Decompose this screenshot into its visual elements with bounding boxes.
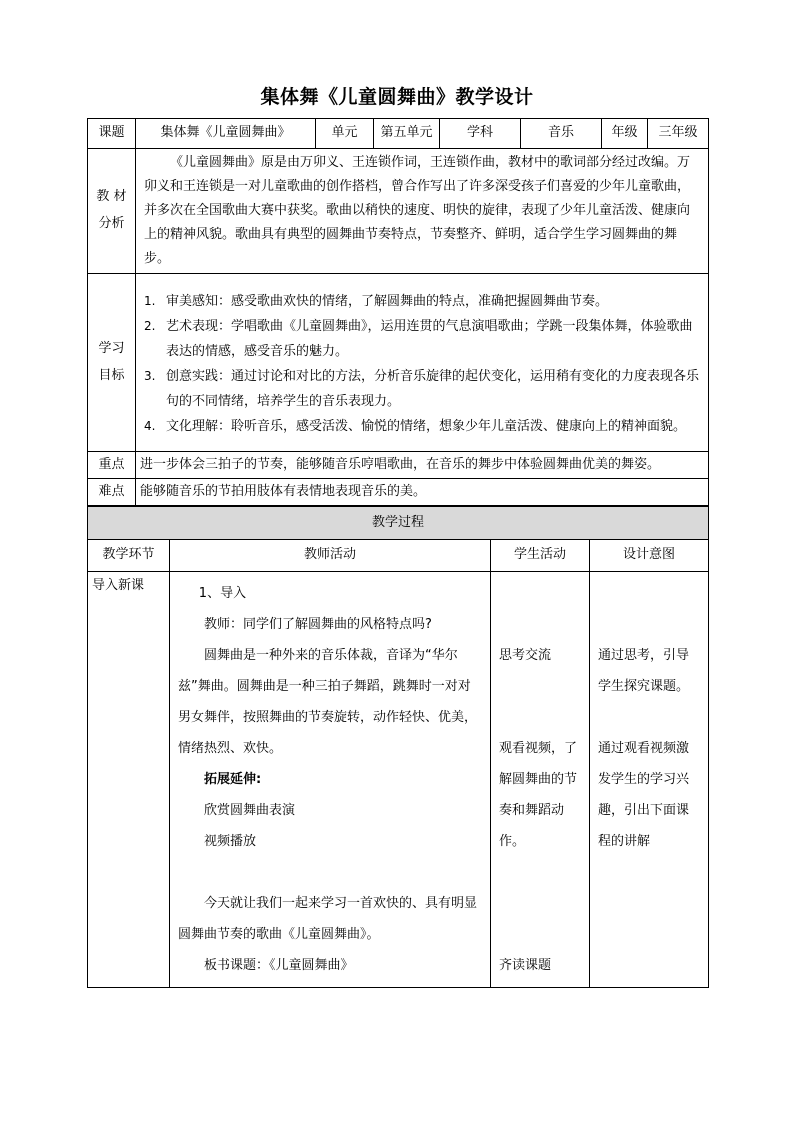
analysis-label-line1: 教 材 [96, 189, 127, 205]
objective-item [144, 314, 700, 364]
board-title: 板书课题：《儿童圆舞曲》 [204, 958, 354, 973]
process-band-row [88, 507, 709, 540]
teacher-activity-cell [170, 572, 491, 988]
unit-value: 第五单元 [374, 119, 440, 149]
objective-number: 1. [144, 293, 156, 308]
intro-heading: 1、导入 [198, 586, 247, 601]
teaching-process-table [87, 506, 709, 988]
extension-title: 拓展延伸: [204, 772, 262, 787]
topic-label: 课题 [88, 119, 136, 149]
topic-value: 集体舞《儿童圆舞曲》 [136, 119, 316, 149]
objective-text: 审美感知：感受歌曲欢快的情绪，了解圆舞曲的特点，准确把握圆舞曲节奏。 [166, 293, 609, 309]
grade-value: 三年级 [648, 119, 709, 149]
grade-label: 年级 [602, 119, 648, 149]
student-activity-read-title: 齐读课题 [499, 958, 552, 973]
process-band-title: 教学过程 [88, 507, 709, 540]
objective-number: 4. [144, 418, 156, 433]
student-activity-discuss: 思考交流 [499, 648, 552, 663]
info-row [88, 119, 709, 149]
objectives-label [88, 274, 136, 452]
student-activity-video: 观看视频，了解圆舞曲的节奏和舞蹈动作。 [499, 741, 578, 849]
objective-text: 创意实践：通过讨论和对比的方法，分析音乐旋律的起伏变化，运用稍有变化的力度表现各乐句的不同情绪，培养学生的音乐表现力。 [166, 368, 700, 409]
objectives-label-line2: 目标 [98, 367, 125, 383]
objective-item [144, 289, 700, 314]
objectives-row [88, 274, 709, 452]
teacher-question: 教师：同学们了解圆舞曲的风格特点吗? [204, 617, 432, 632]
objectives-label-line1: 学习 [98, 340, 125, 356]
analysis-text: 《儿童圆舞曲》原是由万卯义、王连锁作词，王连锁作曲，教材中的歌词部分经过改编。万卯义和王连锁是一对儿童歌曲的创作搭档，曾合作写出了许多深受孩子们喜爱的少年儿童歌曲，并多次在全国歌曲大赛中获奖。歌曲以稍快的速度、明快的旋律，表现了少年儿童活泼、健康向上的精神风貌。歌曲具有典型的圆舞曲节奏特点，节奏整齐、鲜明，适合学生学习圆舞曲的舞步。 [136, 149, 709, 274]
difficulty-label: 难点 [88, 479, 136, 506]
key-point-row [88, 452, 709, 479]
header-student-activity: 学生活动 [491, 540, 590, 572]
objective-text: 艺术表现：学唱歌曲《儿童圆舞曲》，运用连贯的气息演唱歌曲；学跳一段集体舞，体验歌曲表达的情感，感受音乐的魅力。 [166, 318, 693, 359]
analysis-row [88, 149, 709, 274]
student-activity-cell [491, 572, 590, 988]
lesson-introduction: 今天就让我们一起来学习一首欢快的、具有明显圆舞曲节奏的歌曲《儿童圆舞曲》。 [178, 896, 478, 942]
difficulty-text: 能够随音乐的节拍用肢体有表情地表现音乐的美。 [136, 479, 709, 506]
lesson-info-table [87, 118, 709, 506]
extension-item-video: 视频播放 [204, 834, 257, 849]
objectives-list [136, 274, 709, 452]
key-point-label: 重点 [88, 452, 136, 479]
key-point-text: 进一步体会三拍子的节奏，能够随音乐哼唱歌曲，在音乐的舞步中体验圆舞曲优美的舞姿。 [136, 452, 709, 479]
analysis-label-line2: 分析 [98, 216, 125, 231]
header-design-intent: 设计意图 [590, 540, 709, 572]
unit-label: 单元 [316, 119, 374, 149]
header-stage: 教学环节 [88, 540, 170, 572]
process-row-intro [88, 572, 709, 988]
objective-number: 3. [144, 368, 156, 383]
design-intent-video: 通过观看视频激发学生的学习兴趣，引出下面课程的讲解 [598, 741, 690, 849]
analysis-label [88, 149, 136, 274]
objective-item [144, 414, 700, 439]
process-header-row [88, 540, 709, 572]
design-intent-guide: 通过思考，引导学生探究课题。 [598, 648, 690, 694]
extension-item-performance: 欣赏圆舞曲表演 [204, 803, 296, 818]
difficulty-row [88, 479, 709, 506]
style-explanation: 圆舞曲是一种外来的音乐体裁，音译为“华尔兹”舞曲。圆舞曲是一种三拍子舞蹈，跳舞时一对对男女舞伴，按照舞曲的节奏旋转，动作轻快、优美，情绪热烈、欢快。 [178, 648, 478, 756]
subject-label: 学科 [440, 119, 521, 149]
subject-value: 音乐 [521, 119, 602, 149]
document-title: 集体舞《儿童圆舞曲》教学设计 [260, 86, 534, 108]
header-teacher-activity: 教师活动 [170, 540, 491, 572]
objective-number: 2. [144, 318, 156, 333]
stage-cell: 导入新课 [88, 572, 170, 988]
objective-item [144, 364, 700, 414]
objective-text: 文化理解：聆听音乐，感受活泼、愉悦的情绪，想象少年儿童活泼、健康向上的精神面貌。 [166, 418, 687, 434]
design-intent-cell [590, 572, 709, 988]
